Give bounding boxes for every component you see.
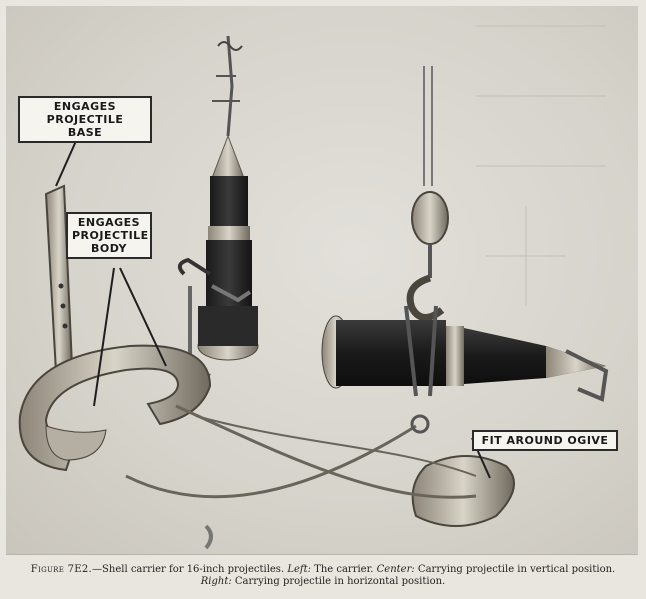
label-body-line2: PROJECTILE	[72, 229, 149, 242]
caption-center-label: Center:	[376, 564, 415, 575]
caption-right-label: Right:	[200, 576, 232, 587]
background-lines	[476, 26, 606, 306]
shell-carrier-photo	[6, 6, 638, 555]
label-base-line2: BASE	[67, 126, 103, 139]
label-engages-body	[66, 212, 152, 259]
horizontal-projectile	[322, 306, 606, 399]
label-body-line3: BODY	[90, 242, 128, 255]
caption-right-text: Carrying projectile in horizontal position.	[231, 576, 446, 587]
caption-center-text: Carrying projectile in vertical position.	[414, 564, 616, 575]
vertical-projectile	[180, 36, 258, 376]
figure-caption	[0, 564, 646, 588]
hoist-hook	[410, 66, 448, 318]
label-body-line1: ENGAGES	[77, 216, 141, 229]
label-engages-base	[18, 96, 152, 143]
caption-left-label: Left:	[287, 564, 311, 575]
caption-line-2	[0, 576, 646, 588]
figure-number: Figure 7E2.	[30, 564, 93, 575]
caption-left-text: The carrier.	[310, 564, 377, 575]
label-fit-around-ogive	[472, 430, 618, 451]
photo-illustration	[6, 6, 638, 554]
label-ogive-text: FIT AROUND OGIVE	[481, 434, 609, 447]
label-base-line1: ENGAGES PROJECTILE	[46, 100, 124, 126]
caption-text: Shell carrier for 16-inch projectiles.	[102, 564, 288, 575]
caption-line-1	[0, 564, 646, 576]
caption-dash: —	[92, 564, 103, 575]
